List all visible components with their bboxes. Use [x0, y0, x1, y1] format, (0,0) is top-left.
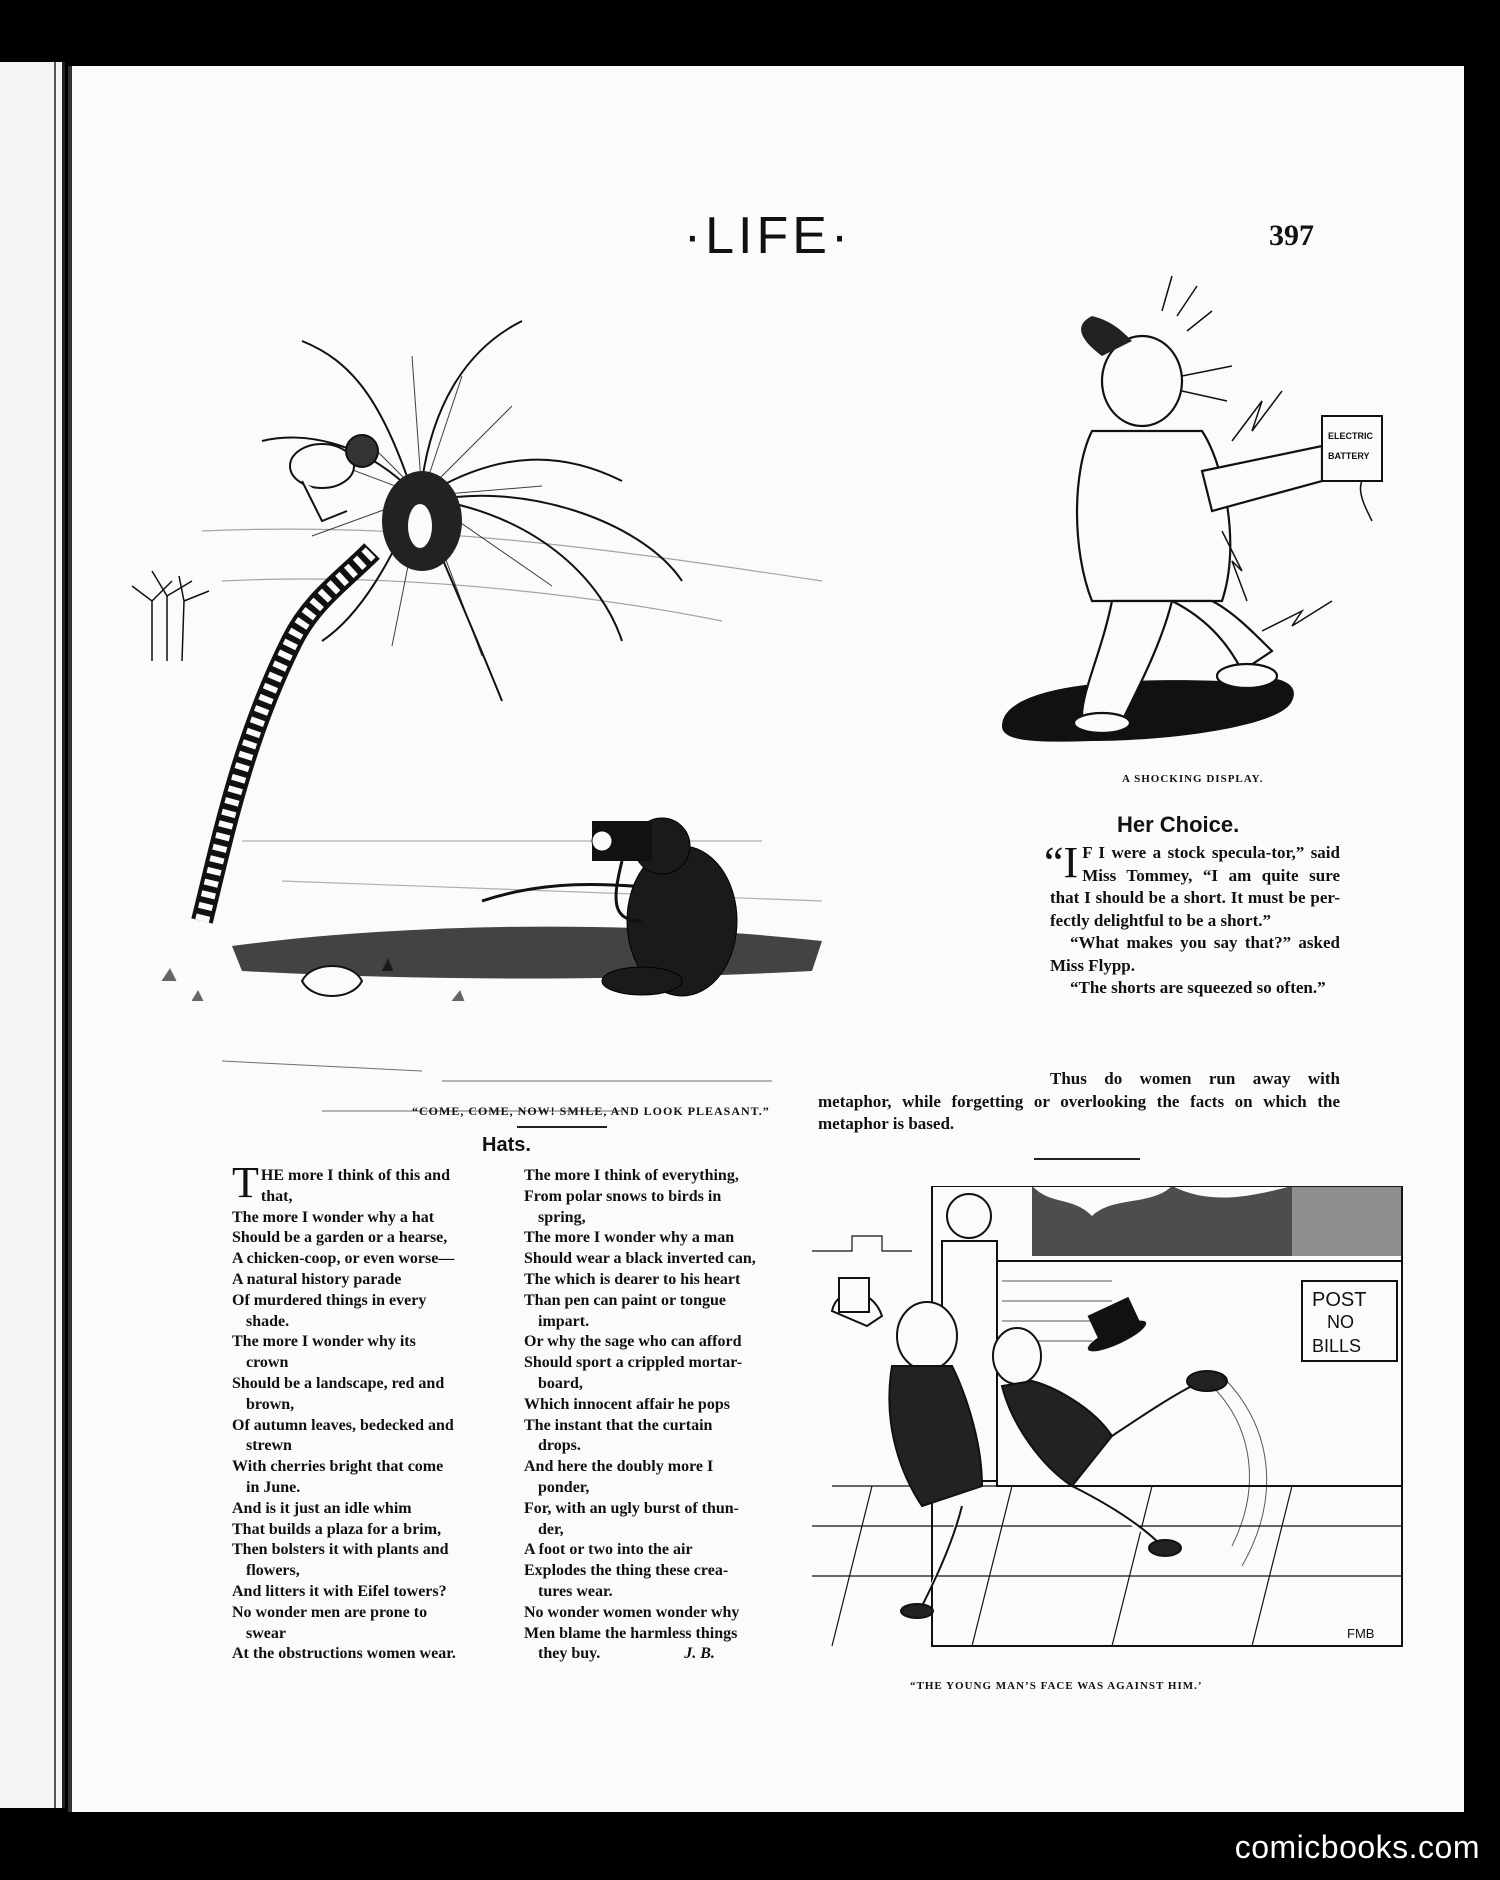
her-choice-text — [1044, 838, 1340, 1000]
site-watermark: comicbooks.com — [1234, 1829, 1480, 1865]
hats-line: that, — [260, 1187, 293, 1205]
hats-line: brown, — [246, 1395, 295, 1413]
hats-line: No wonder men are prone to — [232, 1603, 428, 1621]
left-page-edge — [0, 62, 65, 1808]
hats-line: Which innocent affair he pops — [524, 1395, 730, 1413]
hats-line: The more I wonder why a hat — [232, 1208, 435, 1226]
hats-line: The more I wonder why a man — [524, 1229, 735, 1247]
hats-line: der, — [538, 1520, 564, 1538]
artist-signature: FMB — [1347, 1626, 1375, 1641]
hats-line: strewn — [246, 1437, 292, 1455]
hats-line: tures wear. — [538, 1582, 613, 1600]
her-choice-dropcap: “I — [1044, 838, 1079, 887]
hats-line: board, — [538, 1374, 583, 1392]
her-choice-p2: “What makes you say that?” asked Miss Flypp. — [1050, 933, 1340, 975]
divider-hats — [517, 1126, 607, 1128]
hats-line: The more I wonder why its — [232, 1333, 416, 1351]
street-scene-illustration — [812, 1186, 1404, 1656]
hats-line: Explodes the thing these crea- — [524, 1562, 729, 1580]
hats-line: Should be a landscape, red and — [232, 1374, 445, 1392]
hats-line: crown — [246, 1354, 289, 1372]
battery-label-1: ELECTRIC — [1328, 431, 1373, 441]
hats-line: Should wear a black inverted can, — [524, 1250, 756, 1268]
hats-line: in June. — [246, 1478, 301, 1496]
hats-line: Should sport a crippled mortar- — [524, 1354, 743, 1372]
hats-line: drops. — [538, 1437, 581, 1455]
hats-line: And is it just an idle whim — [232, 1499, 412, 1517]
hats-column-2 — [524, 1166, 804, 1665]
shock-caption: A SHOCKING DISPLAY. — [1122, 773, 1264, 785]
hats-line: With cherries bright that come — [232, 1458, 444, 1476]
hats-line: A foot or two into the air — [524, 1541, 693, 1559]
hats-line: No wonder women wonder why — [524, 1603, 740, 1621]
her-choice-p4 — [818, 1068, 1340, 1136]
poster-line-3: BILLS — [1312, 1336, 1362, 1356]
street-caption: “THE YOUNG MAN’S FACE WAS AGAINST HIM.’ — [910, 1680, 1203, 1692]
hats-line: shade. — [246, 1312, 290, 1330]
her-choice-title: Her Choice. — [1117, 812, 1240, 837]
her-choice-p3: “The shorts are squeezed so often.” — [1070, 978, 1326, 997]
divider-right — [1034, 1158, 1140, 1160]
palm-tree-illustration — [122, 281, 922, 1121]
hats-line: The which is dearer to his heart — [524, 1270, 741, 1288]
hats-line: Or why the sage who can afford — [524, 1333, 742, 1351]
hats-line: HE more I think of this and — [260, 1167, 450, 1184]
hats-dropcap: T — [232, 1158, 259, 1207]
hats-signature: J. B. — [684, 1645, 715, 1663]
hats-line: Men blame the harmless things — [524, 1624, 738, 1642]
masthead: ·LIFE· — [683, 207, 853, 265]
poster-line-2: NO — [1327, 1312, 1354, 1332]
hats-line: Than pen can paint or tongue — [524, 1291, 726, 1309]
hats-line: they buy. — [538, 1645, 601, 1663]
hats-line: spring, — [538, 1208, 586, 1226]
magazine-page — [68, 66, 1464, 1812]
hats-line: At the obstructions women wear. — [232, 1645, 456, 1663]
hats-line: impart. — [538, 1312, 590, 1330]
hats-line: A natural history parade — [232, 1270, 402, 1288]
hats-line: Of murdered things in every — [232, 1291, 427, 1309]
hats-line: Should be a garden or a hearse, — [232, 1229, 448, 1247]
hats-line: The more I think of everything, — [524, 1167, 739, 1184]
her-choice-p1: F I were a stock specula-tor,” said Miss Tommey, “I am quite sure that I should be a short. It must be per-fectly delightful to be a short.” — [1050, 843, 1340, 930]
hats-line: The instant that the curtain — [524, 1416, 713, 1434]
hats-line: swear — [246, 1624, 286, 1642]
hats-line: ponder, — [538, 1478, 590, 1496]
hats-line: A chicken-coop, or even worse— — [232, 1250, 455, 1268]
battery-label-2: BATTERY — [1328, 451, 1370, 461]
page-number: 397 — [1269, 219, 1314, 252]
hats-line: flowers, — [246, 1562, 300, 1580]
hats-line: And litters it with Eifel towers? — [232, 1582, 447, 1600]
hats-line: From polar snows to birds in — [524, 1187, 722, 1205]
hats-line: Then bolsters it with plants and — [232, 1541, 449, 1559]
shocking-display-illustration — [972, 271, 1392, 771]
hats-line: For, with an ugly burst of thun- — [524, 1499, 740, 1517]
hats-title: Hats. — [482, 1134, 531, 1156]
her-choice-conclusion: Thus do women run away with metaphor, while forgetting or overlooking the facts on which the metaphor is based. — [818, 1069, 1340, 1133]
palm-caption: “COME, COME, NOW! SMILE, AND LOOK PLEASANT.” — [412, 1104, 770, 1118]
hats-line: Of autumn leaves, bedecked and — [232, 1416, 454, 1434]
hats-line: And here the doubly more I — [524, 1458, 714, 1476]
hats-line: That builds a plaza for a brim, — [232, 1520, 442, 1538]
poster-line-1: POST — [1312, 1289, 1367, 1311]
hats-column-1 — [232, 1158, 504, 1665]
